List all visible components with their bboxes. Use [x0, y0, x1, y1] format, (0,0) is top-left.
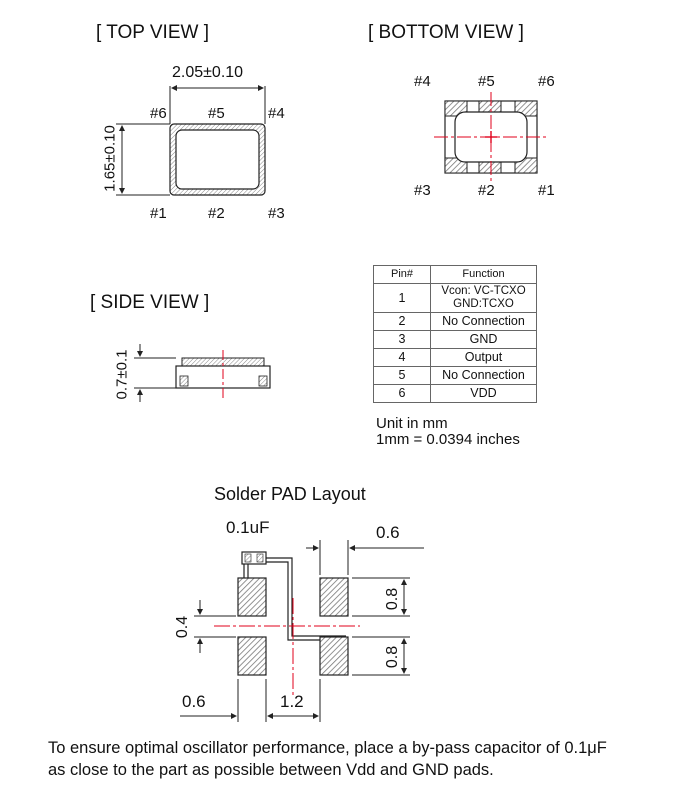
pin-column-header: Pin#	[374, 266, 431, 284]
function-cell	[431, 284, 537, 313]
pad-width-dimension: 0.6	[182, 692, 206, 711]
function-cell: VDD	[431, 385, 537, 403]
pin-function-table	[373, 265, 537, 403]
capacitor-label: 0.1uF	[226, 518, 270, 537]
horizontal-gap-dimension: 1.2	[280, 692, 304, 711]
pin-number-cell: 5	[374, 367, 431, 385]
table-row	[374, 331, 537, 349]
pad-height-dimension-upper: 0.8	[384, 587, 401, 611]
bottom-view-heading: [ BOTTOM VIEW ]	[368, 22, 524, 43]
table-row	[374, 367, 537, 385]
pin-number-cell: 2	[374, 313, 431, 331]
bottom-pin4-label: #4	[414, 73, 431, 90]
bypass-note-line1: To ensure optimal oscillator performance, place a by-pass capacitor of 0.1μF	[48, 739, 607, 757]
side-view-heading: [ SIDE VIEW ]	[90, 292, 210, 313]
function-cell: GND	[431, 331, 537, 349]
unit-note: Unit in mm	[376, 415, 448, 432]
table-row	[374, 349, 537, 367]
top-pin1-label: #1	[150, 205, 167, 222]
function-line: GND:TCXO	[453, 298, 514, 310]
bottom-pin2-label: #2	[478, 182, 495, 199]
bottom-pin1-label: #1	[538, 182, 555, 199]
bottom-pin6-label: #6	[538, 73, 555, 90]
unit-conversion-note: 1mm = 0.0394 inches	[376, 431, 520, 448]
pad-height-dimension-lower: 0.8	[384, 645, 401, 669]
top-pin3-label: #3	[268, 205, 285, 222]
table-header-row	[374, 266, 537, 284]
top-gap-dimension: 0.6	[376, 523, 400, 542]
length-dimension-label: 2.05±0.10	[172, 64, 244, 81]
pin-number-cell: 3	[374, 331, 431, 349]
top-pin5-label: #5	[208, 105, 225, 122]
table-row	[374, 284, 537, 313]
function-column-header: Function	[431, 266, 537, 284]
table-row	[374, 313, 537, 331]
function-cell: No Connection	[431, 367, 537, 385]
function-cell: Output	[431, 349, 537, 367]
function-cell: No Connection	[431, 313, 537, 331]
top-view-heading: [ TOP VIEW ]	[96, 22, 209, 43]
pin-number-cell: 4	[374, 349, 431, 367]
height-dimension-label: 0.7±0.1	[113, 349, 131, 400]
bottom-view-drawing	[434, 92, 548, 182]
top-pin2-label: #2	[208, 205, 225, 222]
table-row	[374, 385, 537, 403]
solder-pad-title: Solder PAD Layout	[214, 484, 366, 504]
top-view-drawing	[116, 86, 265, 195]
top-pin6-label: #6	[150, 105, 167, 122]
width-dimension-label: 1.65±0.10	[101, 125, 119, 192]
function-line: Vcon: VC-TCXO	[441, 285, 526, 297]
side-view-drawing	[134, 344, 270, 402]
pin-number-cell: 1	[374, 284, 431, 313]
pin-number-cell: 6	[374, 385, 431, 403]
bottom-pin5-label: #5	[478, 73, 495, 90]
bottom-pin3-label: #3	[414, 182, 431, 199]
bypass-note-line2: as close to the part as possible between Vdd and GND pads.	[48, 761, 494, 779]
vertical-gap-dimension: 0.4	[174, 615, 191, 639]
top-pin4-label: #4	[268, 105, 285, 122]
